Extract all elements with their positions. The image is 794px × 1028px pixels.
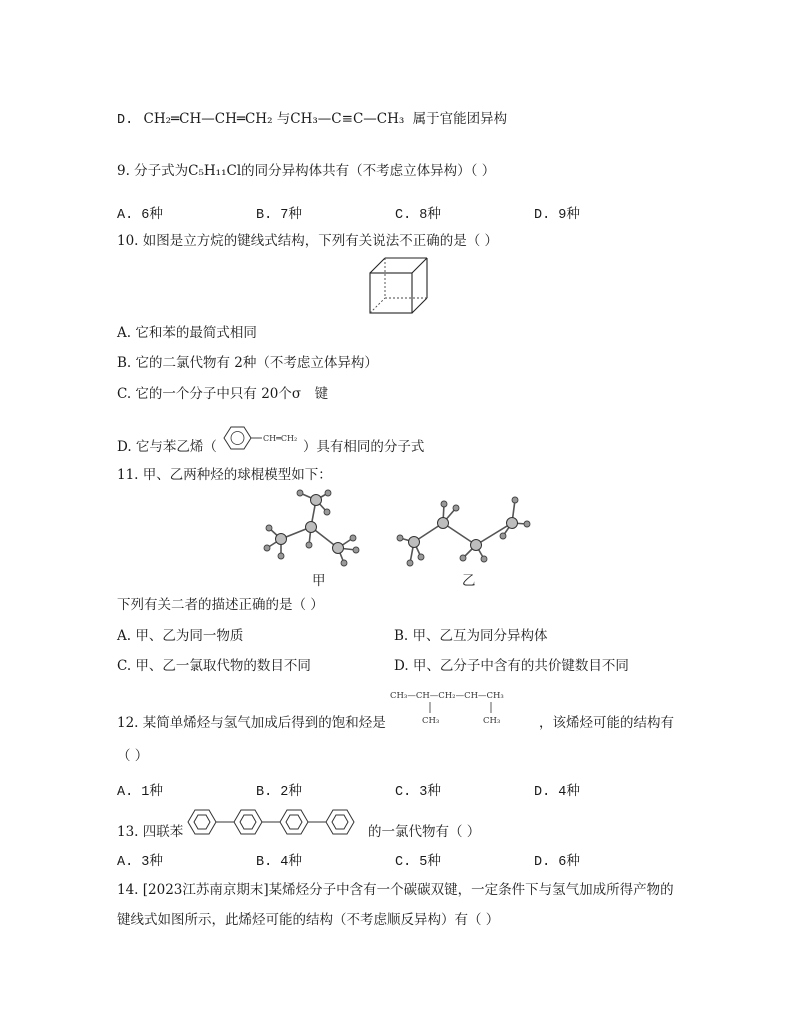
- q12-option-c: C. 3种: [395, 785, 441, 800]
- ball-stick-model-jia: [256, 484, 366, 574]
- label-yi: 乙: [462, 573, 476, 589]
- butadiene-formula: CH₂═CH—CH═CH₂: [143, 111, 273, 127]
- quaterphenyl-structure: [186, 806, 368, 838]
- q10-stem: 10. 如图是立方烷的键线式结构，下列有关说法不正确的是（ ）: [117, 233, 499, 249]
- q11-option-b: B. 甲、乙互为同分异构体: [394, 628, 548, 644]
- structure-methyl-1: CH₃: [422, 716, 440, 726]
- option-text: 属于官能团异构: [412, 111, 508, 127]
- q14-line-2: 键线式如图所示，此烯烃可能的结构（不考虑顺反异构）有（ ）: [117, 912, 500, 928]
- q10-option-b: B. 它的二氯代物有 2种（不考虑立体异构）: [117, 355, 378, 371]
- option-text-pre: D. 它与苯乙烯（: [117, 439, 217, 455]
- q9-option-b: B. 7种: [256, 208, 302, 223]
- q9-stem: 9. 分子式为C₅H₁₁Cl的同分异构体共有（不考虑立体异构）（ ）: [117, 163, 496, 179]
- q14-line-1: 14. [2023江苏南京期末]某烯烃分子中含有一个碳碳双键，一定条件下与氢气加成所得产物的: [117, 882, 674, 898]
- butyne-formula: CH₃—C≡C—CH₃: [290, 111, 405, 127]
- q11-stem: 11. 甲、乙两种烃的球棍模型如下：: [117, 467, 332, 483]
- q11-option-d: D. 甲、乙分子中含有的共价键数目不同: [394, 658, 629, 674]
- q9-option-a: A. 6种: [117, 208, 163, 223]
- label-jia: 甲: [312, 573, 326, 589]
- option-text-post: ）具有相同的分子式: [302, 439, 425, 455]
- q13-option-d: D. 6种: [534, 855, 580, 870]
- styrene-vinyl-label: CH═CH₂: [263, 434, 298, 443]
- q10-option-c: C. 它的一个分子中只有 20个σ 键: [117, 386, 329, 402]
- q11-option-c: C. 甲、乙一氯取代物的数目不同: [117, 658, 311, 674]
- q9-option-d: D. 9种: [534, 208, 580, 223]
- saturated-hydrocarbon-structure: [390, 688, 540, 728]
- q11-option-a: A. 甲、乙为同一物质: [117, 628, 244, 644]
- q11-question: 下列有关二者的描述正确的是（ ）: [117, 597, 324, 613]
- q13-stem-pre: 13. 四联苯: [117, 824, 184, 840]
- styrene-structure: [218, 423, 314, 453]
- q8-option-d: [117, 110, 507, 130]
- q12-stem-tail: ，该烯烃可能的结构有: [539, 715, 674, 731]
- q13-option-a: A. 3种: [117, 855, 163, 870]
- q12-paren: （ ）: [117, 748, 149, 764]
- structure-main-chain: CH₃—CH—CH₂—CH—CH₃: [390, 691, 504, 701]
- q13-option-b: B. 4种: [256, 855, 302, 870]
- q12-stem: 12. 某简单烯烃与氢气加成后得到的饱和烃是: [117, 715, 386, 731]
- q12-option-a: A. 1种: [117, 785, 163, 800]
- structure-methyl-2: CH₃: [483, 716, 501, 726]
- connector-text: 与: [276, 111, 291, 127]
- ball-stick-model-yi: [390, 488, 532, 574]
- q9-option-c: C. 8种: [395, 208, 441, 223]
- option-label: D.: [117, 113, 134, 128]
- q13-option-c: C. 5种: [395, 855, 441, 870]
- q10-option-a: A. 它和苯的最简式相同: [117, 325, 257, 341]
- q13-stem-post: 的一氯代物有（ ）: [368, 824, 481, 840]
- q12-option-b: B. 2种: [256, 785, 302, 800]
- cubane-diagram: [368, 256, 430, 316]
- q12-option-d: D. 4种: [534, 785, 580, 800]
